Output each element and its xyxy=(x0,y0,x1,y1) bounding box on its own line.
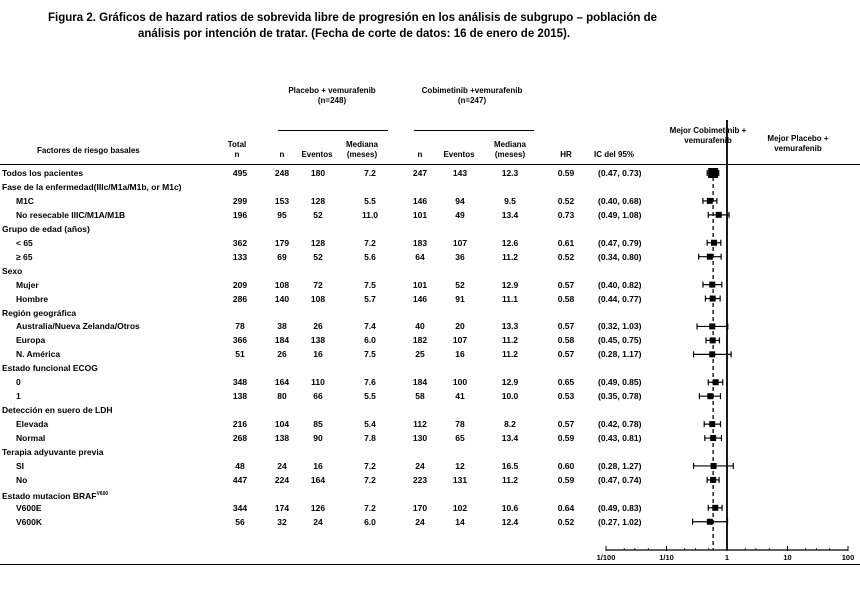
favors-right-header: Mejor Placebo + vemurafenib xyxy=(767,134,829,153)
hr-point xyxy=(709,421,715,427)
row-label: Elevada xyxy=(16,419,49,430)
row-label-superscript: V600 xyxy=(96,490,109,497)
cell-p-ev: 66 xyxy=(313,391,323,402)
cell-c-n: 101 xyxy=(412,209,428,220)
hr-point xyxy=(707,254,713,260)
cell-p-ev: 164 xyxy=(310,474,326,485)
cell-total: 216 xyxy=(232,419,248,430)
cobi-group-n: (n=247) xyxy=(457,96,487,105)
hr-header: HR xyxy=(560,150,572,159)
placebo-meses-label: (meses) xyxy=(346,150,378,159)
cell-total: 78 xyxy=(235,321,245,332)
total-header-n: n xyxy=(234,150,240,159)
cell-hr: 0.59 xyxy=(557,474,575,485)
cell-ci-text: (0.40, 0.68) xyxy=(598,195,642,206)
row-label: < 65 xyxy=(16,237,33,248)
cell-c-n: 40 xyxy=(415,321,425,332)
cell-p-med: 7.4 xyxy=(364,321,376,332)
cell-p-n: 32 xyxy=(277,516,287,527)
cell-total: 56 xyxy=(235,516,245,527)
cell-p-n: 248 xyxy=(274,168,290,178)
cell-hr: 0.59 xyxy=(557,168,575,178)
cell-p-med: 7.2 xyxy=(364,502,376,513)
cell-hr: 0.53 xyxy=(557,391,575,402)
cell-c-n: 146 xyxy=(412,195,428,206)
cell-p-ev: 52 xyxy=(313,251,323,262)
cell-p-ev: 85 xyxy=(313,419,323,430)
cell-total: 268 xyxy=(232,433,248,444)
cell-c-n: 170 xyxy=(412,502,428,513)
cell-ci-text: (0.40, 0.82) xyxy=(598,279,642,290)
cobi-mediana-label: Mediana xyxy=(493,140,526,149)
cell-ci-text: (0.34, 0.80) xyxy=(598,251,642,262)
favors-left-header: Mejor Cobimetinib + vemurafenib xyxy=(669,126,747,145)
cell-p-med: 7.5 xyxy=(364,279,376,290)
cell-c-med: 11.2 xyxy=(501,349,519,360)
cell-p-n: 179 xyxy=(274,237,290,248)
row-label: V600K xyxy=(16,516,42,527)
cell-c-n: 64 xyxy=(415,251,425,262)
cell-p-ev: 110 xyxy=(311,377,325,388)
cell-c-med: 13.3 xyxy=(501,321,519,332)
cell-ci-text: (0.47, 0.73) xyxy=(598,168,642,178)
cell-c-n: 183 xyxy=(412,237,428,248)
cell-c-n: 184 xyxy=(412,377,428,388)
x-tick-label: 1/10 xyxy=(659,553,674,562)
cell-hr: 0.57 xyxy=(557,419,575,430)
cell-p-med: 5.6 xyxy=(364,251,376,262)
cell-ci-text: (0.49, 0.83) xyxy=(598,502,642,513)
cell-c-n: 182 xyxy=(412,335,428,346)
cell-c-n: 24 xyxy=(415,516,425,527)
cell-p-med: 7.6 xyxy=(364,377,376,388)
cell-p-n: 26 xyxy=(277,349,287,360)
x-tick-label: 1 xyxy=(724,553,730,562)
cell-p-n: 24 xyxy=(277,460,287,471)
cobi-n-header: n xyxy=(417,150,423,159)
cell-p-med: 7.8 xyxy=(364,433,376,444)
cell-total: 286 xyxy=(232,293,248,304)
cell-c-med: 11.1 xyxy=(501,293,519,304)
cell-ci-text: (0.27, 1.02) xyxy=(598,516,642,527)
cobi-eventos-header: Eventos xyxy=(443,150,475,159)
row-label: Terapia adyuvante previa xyxy=(2,447,104,457)
row-label: Sexo xyxy=(2,265,23,276)
row-label: No xyxy=(16,474,28,485)
cell-c-ev: 52 xyxy=(455,279,465,290)
cell-ci-text: (0.44, 0.77) xyxy=(598,293,642,304)
cell-c-ev: 78 xyxy=(455,419,465,430)
cell-p-med: 7.2 xyxy=(364,237,376,248)
cell-c-ev: 102 xyxy=(452,502,468,513)
cell-p-n: 138 xyxy=(274,433,290,444)
cell-p-ev: 16 xyxy=(313,349,323,360)
cell-hr: 0.60 xyxy=(557,460,575,471)
row-label: V600E xyxy=(16,502,42,513)
cell-c-med: 11.2 xyxy=(501,335,519,346)
x-tick-label: 100 xyxy=(841,553,855,562)
cell-total: 366 xyxy=(232,335,248,346)
cell-c-med: 9.5 xyxy=(504,195,516,206)
cell-c-med: 13.4 xyxy=(501,433,519,444)
row-label: Mujer xyxy=(16,279,39,290)
cell-c-ev: 12 xyxy=(455,460,465,471)
cell-ci-text: (0.49, 1.08) xyxy=(598,209,642,220)
cell-c-n: 146 xyxy=(412,293,428,304)
cell-p-n: 174 xyxy=(274,502,290,513)
cell-p-med: 6.0 xyxy=(364,516,376,527)
row-label: Hombre xyxy=(16,293,49,304)
cell-p-med: 6.0 xyxy=(364,335,376,346)
cell-c-n: 130 xyxy=(412,433,428,444)
cell-p-n: 224 xyxy=(274,474,290,485)
cell-ci-text: (0.45, 0.75) xyxy=(598,335,642,346)
cell-c-med: 13.4 xyxy=(501,209,519,220)
row-label: Todos los pacientes xyxy=(2,168,84,178)
row-label: Estado funcional ECOG xyxy=(2,363,98,374)
hr-point xyxy=(707,393,713,399)
cell-ci-text: (0.28, 1.27) xyxy=(598,460,642,471)
cell-c-med: 10.0 xyxy=(501,391,519,402)
cell-c-ev: 49 xyxy=(455,209,465,220)
cell-p-med: 7.2 xyxy=(364,460,376,471)
cell-total: 138 xyxy=(232,391,248,402)
figure-title-line2: análisis por intención de tratar. (Fecha de corte de datos: 16 de enero de 2015). xyxy=(138,28,571,40)
cell-p-med: 7.2 xyxy=(364,474,376,485)
cell-total: 362 xyxy=(232,237,248,248)
cell-c-ev: 14 xyxy=(455,516,465,527)
cell-c-ev: 41 xyxy=(455,391,465,402)
cell-hr: 0.58 xyxy=(557,335,575,346)
hr-point xyxy=(716,212,722,218)
cell-p-med: 5.5 xyxy=(364,391,376,402)
cell-p-med: 11.0 xyxy=(361,209,379,220)
row-label: ≥ 65 xyxy=(16,251,33,262)
cell-hr: 0.52 xyxy=(557,195,575,206)
cell-p-med: 5.7 xyxy=(364,293,376,304)
row-label: 0 xyxy=(16,377,21,388)
cell-total: 348 xyxy=(232,377,248,388)
cell-total: 495 xyxy=(232,168,248,178)
cell-hr: 0.59 xyxy=(557,433,575,444)
cell-ci-text: (0.47, 0.79) xyxy=(598,237,642,248)
row-label: N. América xyxy=(16,349,61,360)
cell-c-ev: 143 xyxy=(452,168,468,178)
cell-p-med: 5.5 xyxy=(364,195,376,206)
cell-c-med: 16.5 xyxy=(501,460,519,471)
cell-c-n: 112 xyxy=(413,419,427,430)
cell-p-ev: 138 xyxy=(310,335,326,346)
cell-p-ev: 16 xyxy=(313,460,323,471)
placebo-eventos-header: Eventos xyxy=(301,150,333,159)
cell-c-ev: 131 xyxy=(452,474,468,485)
cell-c-n: 24 xyxy=(415,460,425,471)
figure-title-line1: Figura 2. Gráficos de hazard ratios de sobrevida libre de progresión en los análisis de subgrupo – población de xyxy=(48,12,658,24)
hr-point xyxy=(709,351,715,357)
cell-c-ev: 65 xyxy=(455,433,465,444)
cell-hr: 0.58 xyxy=(557,293,575,304)
cobi-group-label: Cobimetinib +vemurafenib xyxy=(421,86,523,95)
cell-c-ev: 20 xyxy=(455,321,465,332)
cell-hr: 0.65 xyxy=(557,377,575,388)
row-label: Detección en suero de LDH xyxy=(2,405,113,416)
cell-p-n: 80 xyxy=(277,391,287,402)
cell-ci-text: (0.43, 0.81) xyxy=(598,433,642,444)
cell-c-ev: 94 xyxy=(455,195,465,206)
cell-ci-text: (0.28, 1.17) xyxy=(598,349,642,360)
row-label: Australia/Nueva Zelanda/Otros xyxy=(16,321,140,332)
cell-p-n: 69 xyxy=(277,251,287,262)
cell-hr: 0.52 xyxy=(557,251,575,262)
placebo-mediana-label: Mediana xyxy=(345,140,378,149)
cell-ci-text: (0.42, 0.78) xyxy=(598,419,642,430)
cell-total: 48 xyxy=(235,460,245,471)
cobi-meses-label: (meses) xyxy=(494,150,526,159)
cell-c-med: 10.6 xyxy=(501,502,519,513)
cell-c-med: 12.4 xyxy=(501,516,519,527)
cell-c-ev: 91 xyxy=(455,293,465,304)
cell-c-n: 101 xyxy=(412,279,428,290)
cell-p-n: 108 xyxy=(274,279,290,290)
cell-p-ev: 128 xyxy=(310,195,326,206)
cell-c-ev: 107 xyxy=(452,237,468,248)
cell-ci-text: (0.49, 0.85) xyxy=(598,377,642,388)
cell-c-ev: 16 xyxy=(455,349,465,360)
cell-p-ev: 128 xyxy=(310,237,326,248)
cell-p-ev: 90 xyxy=(313,433,323,444)
cell-hr: 0.52 xyxy=(557,516,575,527)
cell-hr: 0.64 xyxy=(557,502,575,513)
cell-total: 209 xyxy=(232,279,248,290)
cell-total: 133 xyxy=(232,251,248,262)
cell-total: 299 xyxy=(232,195,248,206)
cell-hr: 0.57 xyxy=(557,349,575,360)
row-label: Europa xyxy=(16,335,46,346)
cell-c-med: 11.2 xyxy=(501,251,519,262)
cell-p-ev: 26 xyxy=(313,321,323,332)
cell-c-med: 12.3 xyxy=(501,168,519,178)
x-tick-label: 1/100 xyxy=(596,553,616,562)
hr-point xyxy=(709,323,715,329)
cell-c-ev: 100 xyxy=(452,377,468,388)
cell-c-med: 12.9 xyxy=(501,279,519,290)
row-label: Región geográfica xyxy=(2,307,77,318)
hr-point xyxy=(707,198,713,204)
cell-c-med: 11.2 xyxy=(501,474,519,485)
hr-point xyxy=(709,282,715,288)
row-label: No resecable IIIC/M1A/M1B xyxy=(16,209,126,220)
row-label: M1C xyxy=(16,195,34,206)
row-label: SI xyxy=(16,460,25,471)
row-label: Fase de la enfermedad(IIIc/M1a/M1b, or M1c) xyxy=(2,181,182,192)
cell-p-ev: 180 xyxy=(310,168,326,178)
cell-c-ev: 36 xyxy=(455,251,465,262)
cell-p-n: 104 xyxy=(274,419,290,430)
x-tick-label: 10 xyxy=(783,553,792,562)
cell-c-n: 58 xyxy=(415,391,425,402)
cell-p-n: 38 xyxy=(277,321,287,332)
cell-p-n: 153 xyxy=(274,195,290,206)
hr-point xyxy=(707,519,713,525)
cell-p-n: 184 xyxy=(274,335,290,346)
cell-total: 51 xyxy=(235,349,245,360)
total-header-label: Total xyxy=(227,140,247,149)
ic-header: IC del 95% xyxy=(594,150,635,159)
cell-p-ev: 52 xyxy=(313,209,323,220)
cell-p-n: 164 xyxy=(274,377,290,388)
cell-c-ev: 107 xyxy=(452,335,468,346)
cell-p-med: 7.5 xyxy=(364,349,376,360)
row-label: Grupo de edad (años) xyxy=(2,223,90,234)
hr-point xyxy=(711,240,717,246)
cell-p-med: 5.4 xyxy=(364,419,376,430)
placebo-group-n: (n=248) xyxy=(317,96,347,105)
cell-ci-text: (0.32, 1.03) xyxy=(598,321,642,332)
cell-c-med: 8.2 xyxy=(504,419,516,430)
cell-hr: 0.57 xyxy=(557,321,575,332)
cell-hr: 0.57 xyxy=(557,279,575,290)
cell-p-ev: 72 xyxy=(313,279,323,290)
cell-p-ev: 126 xyxy=(310,502,326,513)
factor-header: Factores de riesgo basales xyxy=(37,146,140,155)
cell-p-n: 140 xyxy=(274,293,290,304)
cell-p-ev: 108 xyxy=(310,293,326,304)
cell-ci-text: (0.35, 0.78) xyxy=(598,391,642,402)
cell-total: 344 xyxy=(232,502,248,513)
row-label: Normal xyxy=(16,433,46,444)
cell-c-n: 247 xyxy=(412,168,428,178)
cell-p-med: 7.2 xyxy=(364,168,376,178)
cell-total: 447 xyxy=(232,474,248,485)
cell-c-n: 223 xyxy=(412,474,428,485)
cell-c-med: 12.9 xyxy=(501,377,519,388)
cell-c-n: 25 xyxy=(415,349,425,360)
row-label: 1 xyxy=(16,391,21,402)
placebo-group-label: Placebo + vemurafenib xyxy=(288,86,376,95)
cell-ci-text: (0.47, 0.74) xyxy=(598,474,642,485)
cell-c-med: 12.6 xyxy=(501,237,519,248)
cell-hr: 0.73 xyxy=(557,209,575,220)
cell-p-ev: 24 xyxy=(313,516,323,527)
row-label: Estado mutacion $BRAF^{V600}$ xyxy=(2,490,109,501)
cell-total: 196 xyxy=(232,209,248,220)
cell-p-n: 95 xyxy=(277,209,287,220)
cell-hr: 0.61 xyxy=(557,237,575,248)
placebo-n-header: n xyxy=(279,150,285,159)
